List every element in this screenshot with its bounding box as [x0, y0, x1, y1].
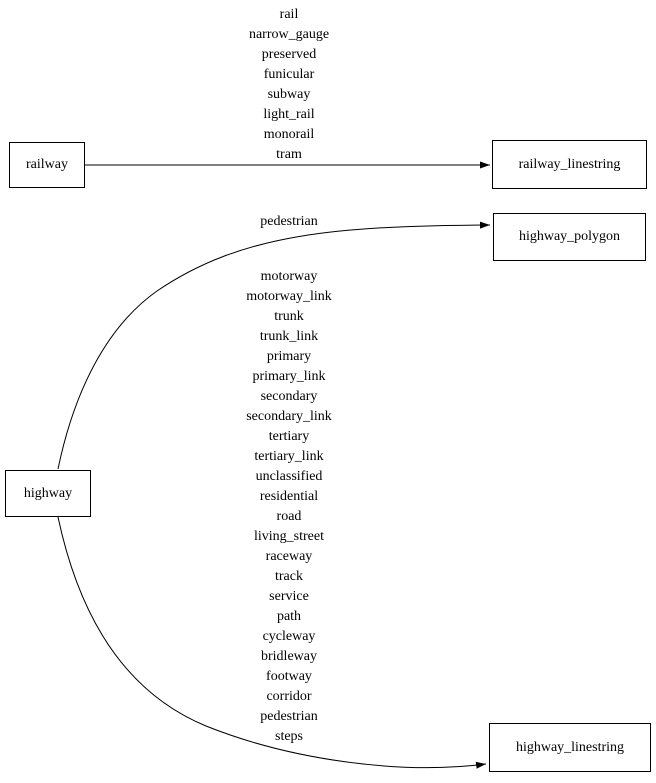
- edge-labels-highway-to-highway-polygon: [139, 212, 439, 232]
- edge-label: pedestrian: [260, 214, 318, 229]
- node-highway-label: highway: [23, 485, 73, 501]
- node-railway-linestring: [492, 140, 647, 189]
- edge-label: primary_link: [252, 369, 326, 384]
- edge-label: pedestrian: [260, 709, 318, 724]
- edge-label: raceway: [265, 549, 313, 564]
- node-railway-label: railway: [26, 157, 68, 172]
- edge-label: motorway: [260, 269, 318, 284]
- edge-label: trunk_link: [259, 329, 319, 344]
- edge-label: tertiary_link: [254, 449, 324, 464]
- edge-labels-railway-to-railway-linestring: [139, 5, 439, 165]
- edge-label: track: [275, 569, 303, 584]
- edge-label: preserved: [261, 47, 317, 62]
- edge-label: tertiary: [268, 429, 310, 444]
- edge-label: narrow_gauge: [248, 27, 330, 42]
- edge-label: light_rail: [263, 107, 315, 122]
- edge-label: footway: [266, 669, 312, 684]
- edge-labels-highway-to-highway-linestring: [139, 267, 439, 747]
- edge-label: rail: [279, 7, 299, 22]
- edge-label: corridor: [266, 689, 312, 704]
- edge-label: funicular: [263, 67, 315, 82]
- edge-label: road: [276, 509, 302, 524]
- node-highway: [5, 470, 91, 517]
- edge-label: secondary: [260, 389, 318, 404]
- node-highway-polygon: [493, 213, 646, 261]
- edge-label: trunk: [274, 309, 304, 324]
- edge-label: secondary_link: [246, 409, 332, 424]
- edge-label: subway: [267, 87, 311, 102]
- node-highway-linestring-label: highway_linestring: [515, 739, 625, 755]
- edge-label: bridleway: [261, 649, 317, 664]
- node-railway-linestring-label: railway_linestring: [518, 156, 621, 172]
- edge-label: steps: [275, 729, 303, 744]
- edge-label: monorail: [263, 127, 315, 142]
- edge-label: cycleway: [262, 629, 316, 644]
- edge-label: tram: [276, 147, 302, 162]
- edge-label: service: [269, 589, 309, 604]
- node-railway: [9, 142, 85, 188]
- edge-label: residential: [259, 489, 319, 504]
- edge-label: motorway_link: [246, 289, 332, 304]
- edge-label: unclassified: [255, 469, 323, 484]
- node-highway-linestring: [489, 723, 651, 772]
- node-highway-polygon-label: highway_polygon: [518, 229, 621, 244]
- edge-label: living_street: [254, 529, 324, 544]
- edge-label: primary: [266, 349, 312, 364]
- edge-label: path: [276, 609, 302, 624]
